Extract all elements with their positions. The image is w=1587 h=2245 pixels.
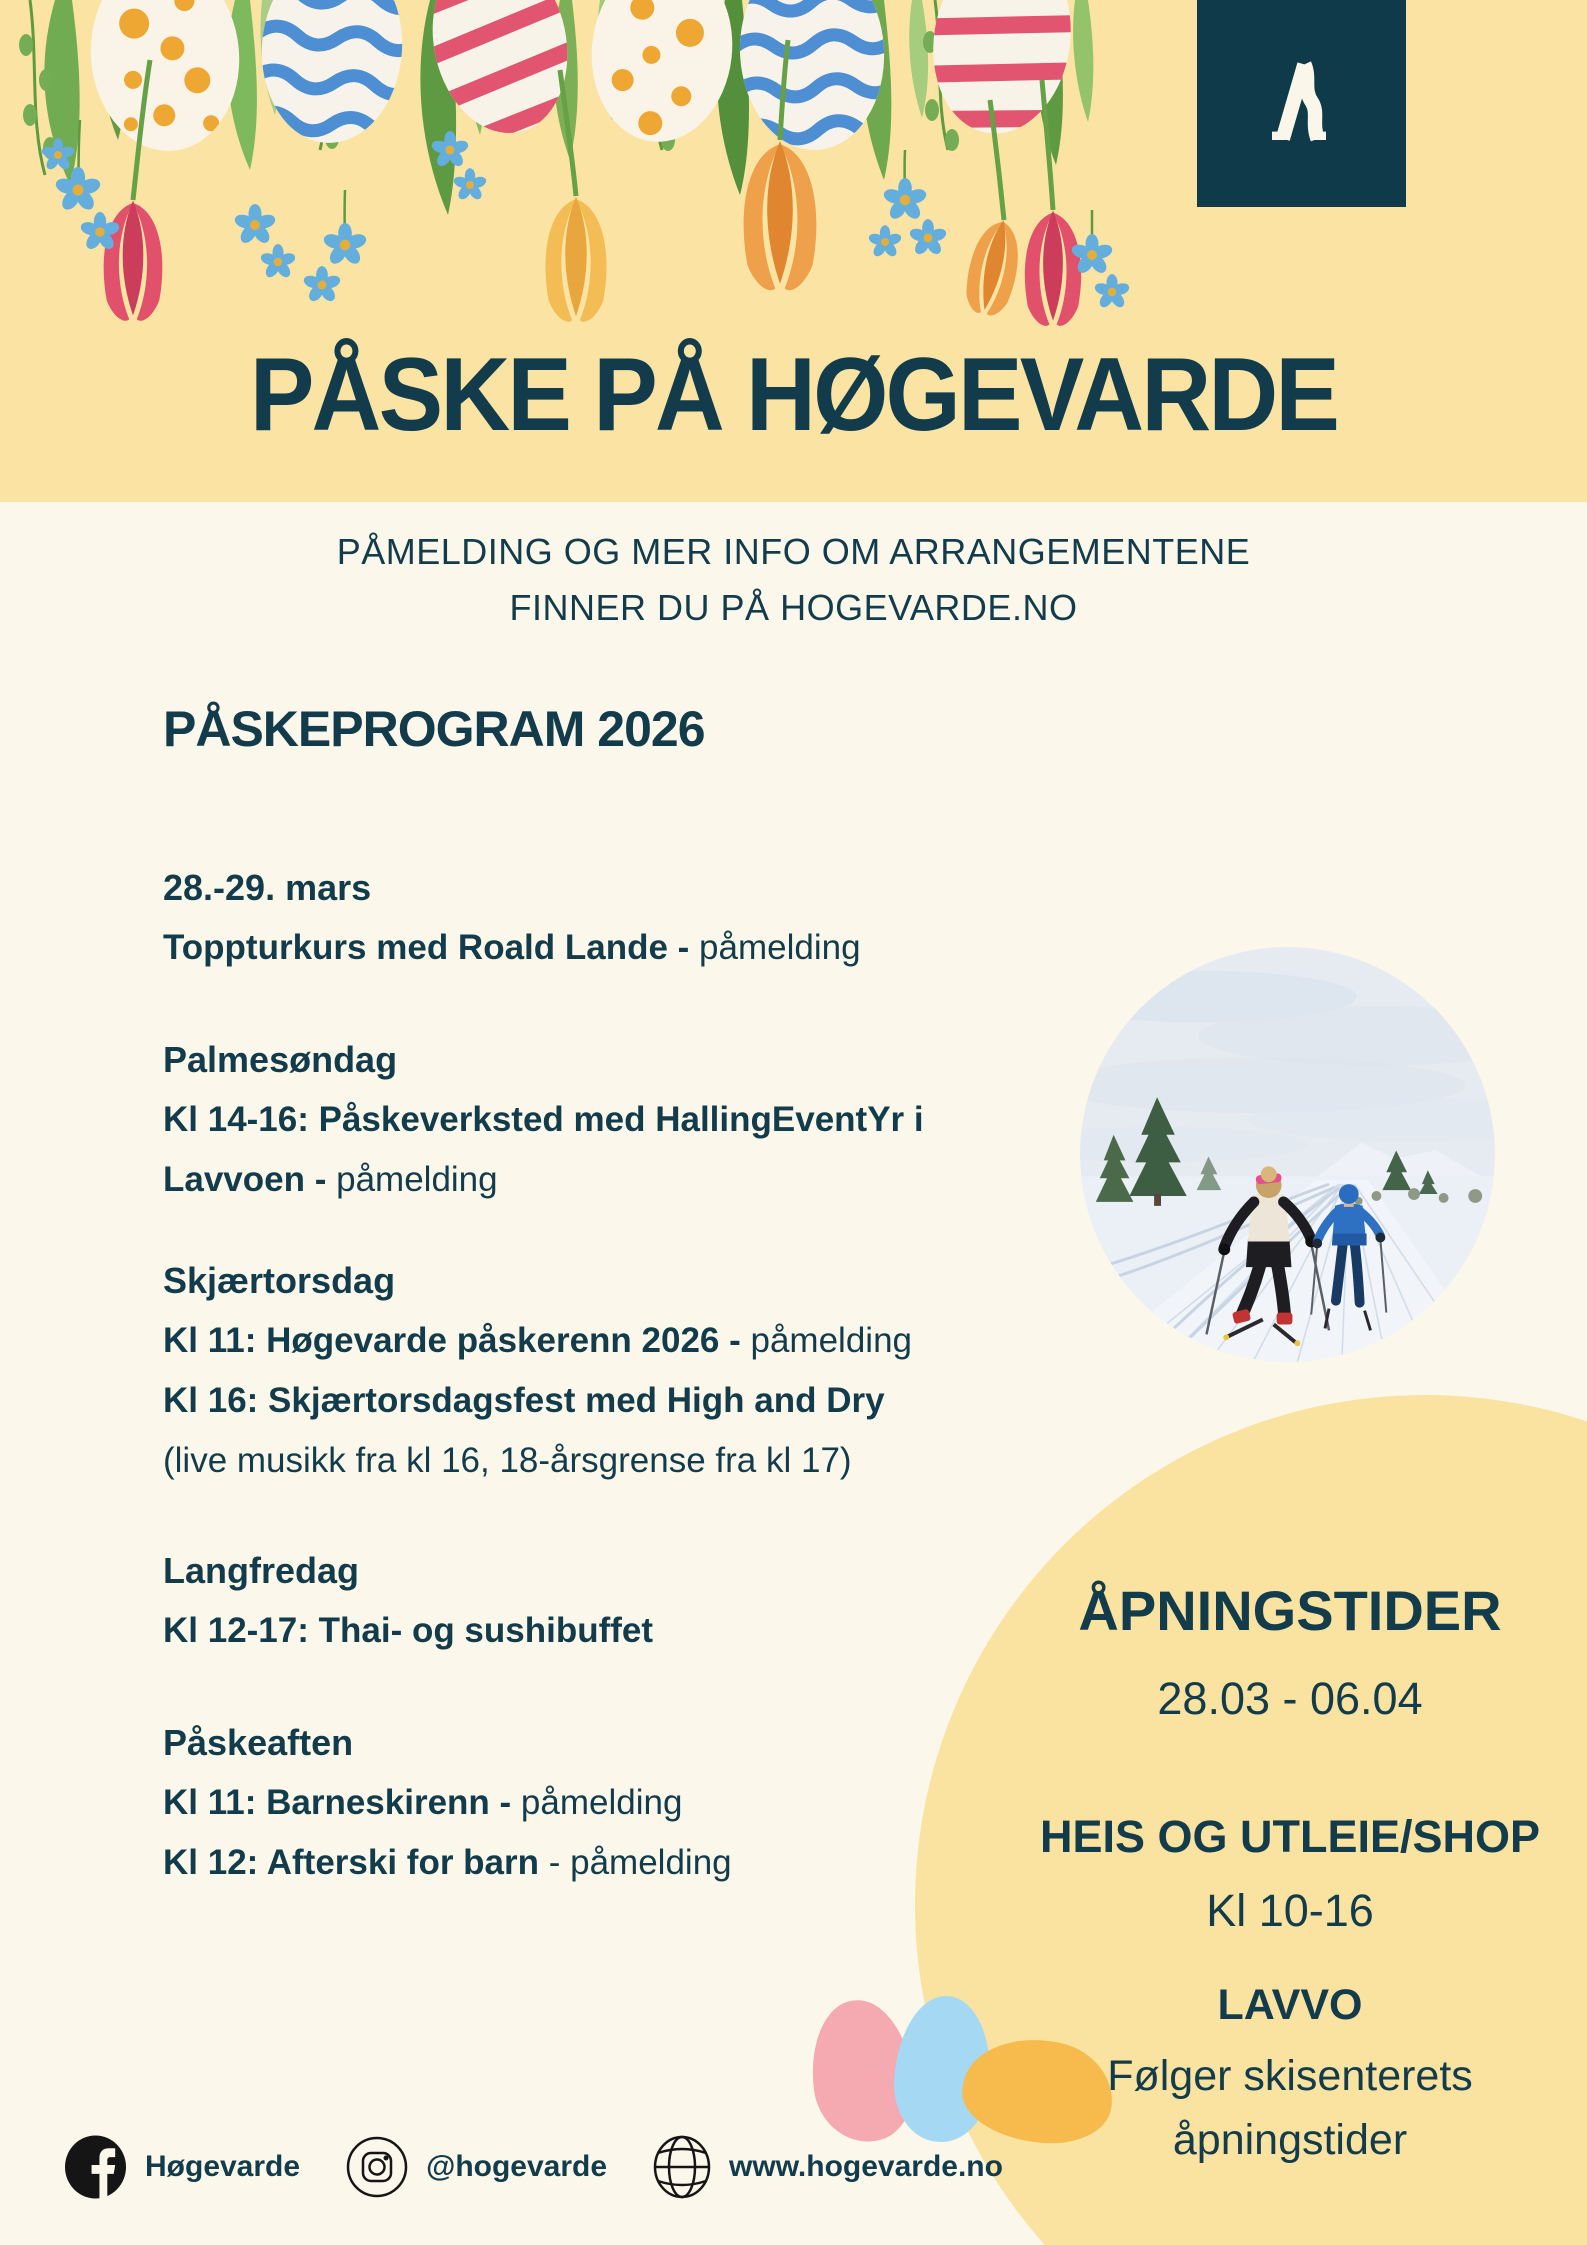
page-title: PÅSKE PÅ HØGEVARDE: [249, 337, 1338, 453]
program-heading: PÅSKEPROGRAM 2026: [163, 701, 705, 757]
event-day: Skjærtorsdag: [163, 1260, 396, 1301]
event-day: Langfredag: [163, 1550, 360, 1591]
tulip-orange: [744, 141, 817, 290]
event-day: 28.-29. mars: [163, 867, 372, 908]
instagram-label: @hogevarde: [426, 2150, 608, 2183]
event-line: Kl 12: Afterski for barn - påmelding: [163, 1843, 732, 1882]
tulip-yellow: [545, 197, 606, 322]
event-line: Kl 11: Barneskirenn - påmelding: [163, 1783, 683, 1822]
facebook-icon: [64, 2134, 127, 2200]
event-line: (live musikk fra kl 16, 18-årsgrense fra kl 17): [163, 1441, 852, 1480]
opening-hours-heading: ÅPNINGSTIDER: [1078, 1579, 1502, 1642]
event-day: Påskeaften: [163, 1722, 354, 1763]
cross-country-skiers-image: [1080, 947, 1495, 1362]
event-skjaertorsdag: [163, 1251, 1073, 1491]
facebook-link[interactable]: [64, 2134, 300, 2200]
event-line: Kl 11: Høgevarde påskerenn 2026 - påmelding: [163, 1321, 913, 1360]
ski-photo: [1080, 947, 1495, 1362]
lift-rental-hours: Kl 10-16: [1206, 1885, 1374, 1936]
event-toppturkurs: [163, 858, 1073, 978]
instagram-icon: [346, 2136, 408, 2198]
lavvo-hours: Følger skisenterets åpningstider: [1107, 2052, 1473, 2164]
easter-egg-dotted: [583, 0, 741, 149]
event-line: Kl 14-16: Påskeverksted med HallingEventYr i Lavvoen - påmelding: [163, 1100, 924, 1199]
intro-text: [0, 524, 1587, 636]
mountain-a-icon: [1242, 44, 1362, 164]
event-day: Palmesøndag: [163, 1039, 398, 1080]
instagram-link[interactable]: [346, 2136, 607, 2198]
intro-line-1: PÅMELDING OG MER INFO OM ARRANGEMENTENE: [336, 531, 1251, 572]
opening-dates: 28.03 - 06.04: [1157, 1673, 1423, 1724]
floral-easter-eggs-illustration: [0, 0, 1160, 345]
lavvo-title: LAVVO: [1217, 1981, 1363, 2029]
facebook-label: Høgevarde: [145, 2150, 301, 2183]
event-palmesondag: [163, 1030, 1073, 1210]
event-line: Kl 16: Skjærtorsdagsfest med High and Dry: [163, 1381, 885, 1420]
website-label: www.hogevarde.no: [729, 2150, 1003, 2183]
tulip-orange: [961, 215, 1027, 319]
easter-egg-waves: [251, 0, 424, 149]
event-line: Kl 12-17: Thai- og sushibuffet: [163, 1611, 654, 1650]
hogevarde-mountain-logo: [1197, 0, 1406, 207]
intro-line-2: FINNER DU PÅ HOGEVARDE.NO: [509, 587, 1078, 628]
globe-icon: [653, 2135, 711, 2199]
event-line: Toppturkurs med Roald Lande - påmelding: [163, 928, 861, 967]
easter-egg-dotted: [83, 0, 247, 157]
footer: [64, 2134, 1003, 2200]
tulip-red: [1025, 210, 1081, 325]
event-langfredag: [163, 1541, 1073, 1661]
website-link[interactable]: [653, 2135, 1003, 2199]
tulip-red: [104, 201, 163, 321]
lift-rental-title: HEIS OG UTLEIE/SHOP: [1039, 1811, 1541, 1862]
